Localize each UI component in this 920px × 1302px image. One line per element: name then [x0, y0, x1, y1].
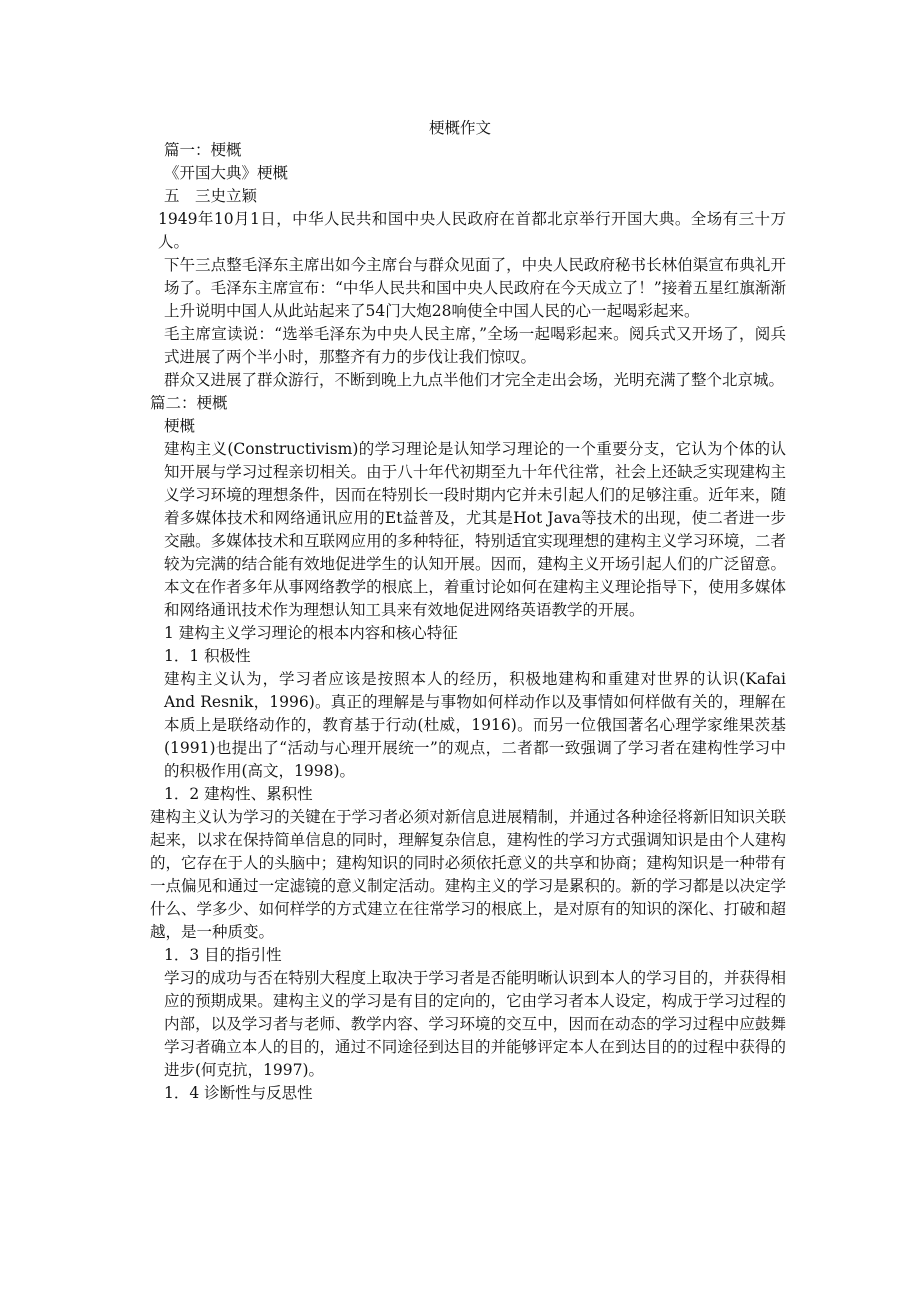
body-paragraph: 1949年10月1日，中华人民共和国中央人民政府在首都北京举行开国大典。全场有三十万人。	[158, 210, 786, 251]
document-title: 梗概作文	[428, 119, 491, 137]
body-paragraph: 建构主义(Constructivism)的学习理论是认知学习理论的一个重要分支，它认为个体的认知开展与学习过程亲切相关。由于八十年代初期至九十年代往常，社会上还缺乏实现建构主义学习环境的理想条件，因而在特别长一段时期内它并未引起人们的足够注重。近年来，随着多媒体技术和网络通讯应用的Et益普及，尤其是Hot Java等技术的出现，使二者进一步交融。多媒体技术和互联网应用的多种特征，特别适宜实现理想的建构主义学习环境，二者较为完满的结合能有效地促进学生的认知开展。因而，建构主义开场引起人们的广泛留意。本文在作者多年从事网络教学的根底上，着重讨论如何在建构主义理论指导下，使用多媒体和网络通讯技术作为理想认知工具来有效地促进网络英语教学的开展。	[164, 440, 786, 619]
section-heading-1: 篇一：梗概	[164, 141, 242, 159]
author-line: 五 三史立颖	[164, 187, 258, 205]
document-body	[136, 139, 786, 1105]
numbered-heading: 1．2 建构性、累积性	[164, 785, 313, 803]
section-heading-2: 篇二：梗概	[150, 394, 228, 412]
sub-heading: 梗概	[164, 417, 196, 435]
body-paragraph: 群众又进展了群众游行，不断到晚上九点半他们才完全走出会场，光明充满了整个北京城。	[164, 371, 785, 389]
body-paragraph: 学习的成功与否在特别大程度上取决于学习者是否能明晰认识到本人的学习目的，并获得相应的预期成果。建构主义的学习是有目的定向的，它由学习者本人设定，构成于学习过程的内部，以及学习者与老师、教学内容、学习环境的交互中，因而在动态的学习过程中应鼓舞学习者确立本人的目的，通过不同途径到达目的并能够评定本人在到达目的的过程中获得的进步(何克抗，1997)。	[164, 969, 786, 1079]
body-paragraph: 下午三点整毛泽东主席出如今主席台与群众见面了，中央人民政府秘书长林伯渠宣布典礼开场了。毛泽东主席宣布：“中华人民共和国中央人民政府在今天成立了！”接着五星红旗渐渐上升说明中国人从此站起来了54门大炮28响使全中国人民的心一起喝彩起来。	[164, 256, 786, 320]
body-paragraph: 毛主席宣读说：“选举毛泽东为中央人民主席，”全场一起喝彩起来。阅兵式又开场了，阅兵式进展了两个半小时，那整齐有力的步伐让我们惊叹。	[164, 325, 786, 366]
body-paragraph: 建构主义认为，学习者应该是按照本人的经历，积极地建构和重建对世界的认识(Kafai And Resnik，1996)。真正的理解是与事物如何样动作以及事情如何样做有关的，理解在本质上是联络动作的，教育基于行动(杜威，1916)。而另一位俄国著名心理学家维果茨基(1991)也提出了“活动与心理开展统一”的观点，二者都一致强调了学习者在建构性学习中的积极作用(高文，1998)。	[164, 670, 786, 780]
numbered-heading: 1 建构主义学习理论的根本内容和核心特征	[164, 624, 458, 642]
sub-heading: 《开国大典》梗概	[164, 164, 289, 182]
numbered-heading: 1．3 目的指引性	[164, 946, 282, 964]
numbered-heading: 1．1 积极性	[164, 647, 251, 665]
numbered-heading: 1．4 诊断性与反思性	[164, 1084, 313, 1102]
body-paragraph: 建构主义认为学习的关键在于学习者必须对新信息进展精制，并通过各种途径将新旧知识关联起来，以求在保持简单信息的同时，理解复杂信息，建构性的学习方式强调知识是由个人建构的，它存在于人的头脑中；建构知识的同时必须依托意义的共享和协商；建构知识是一种带有一点偏见和通过一定滤镜的意义制定活动。建构主义的学习是累积的。新的学习都是以决定学什么、学多少、如何样学的方式建立在往常学习的根底上，是对原有的知识的深化、打破和超越，是一种质变。	[150, 808, 786, 941]
